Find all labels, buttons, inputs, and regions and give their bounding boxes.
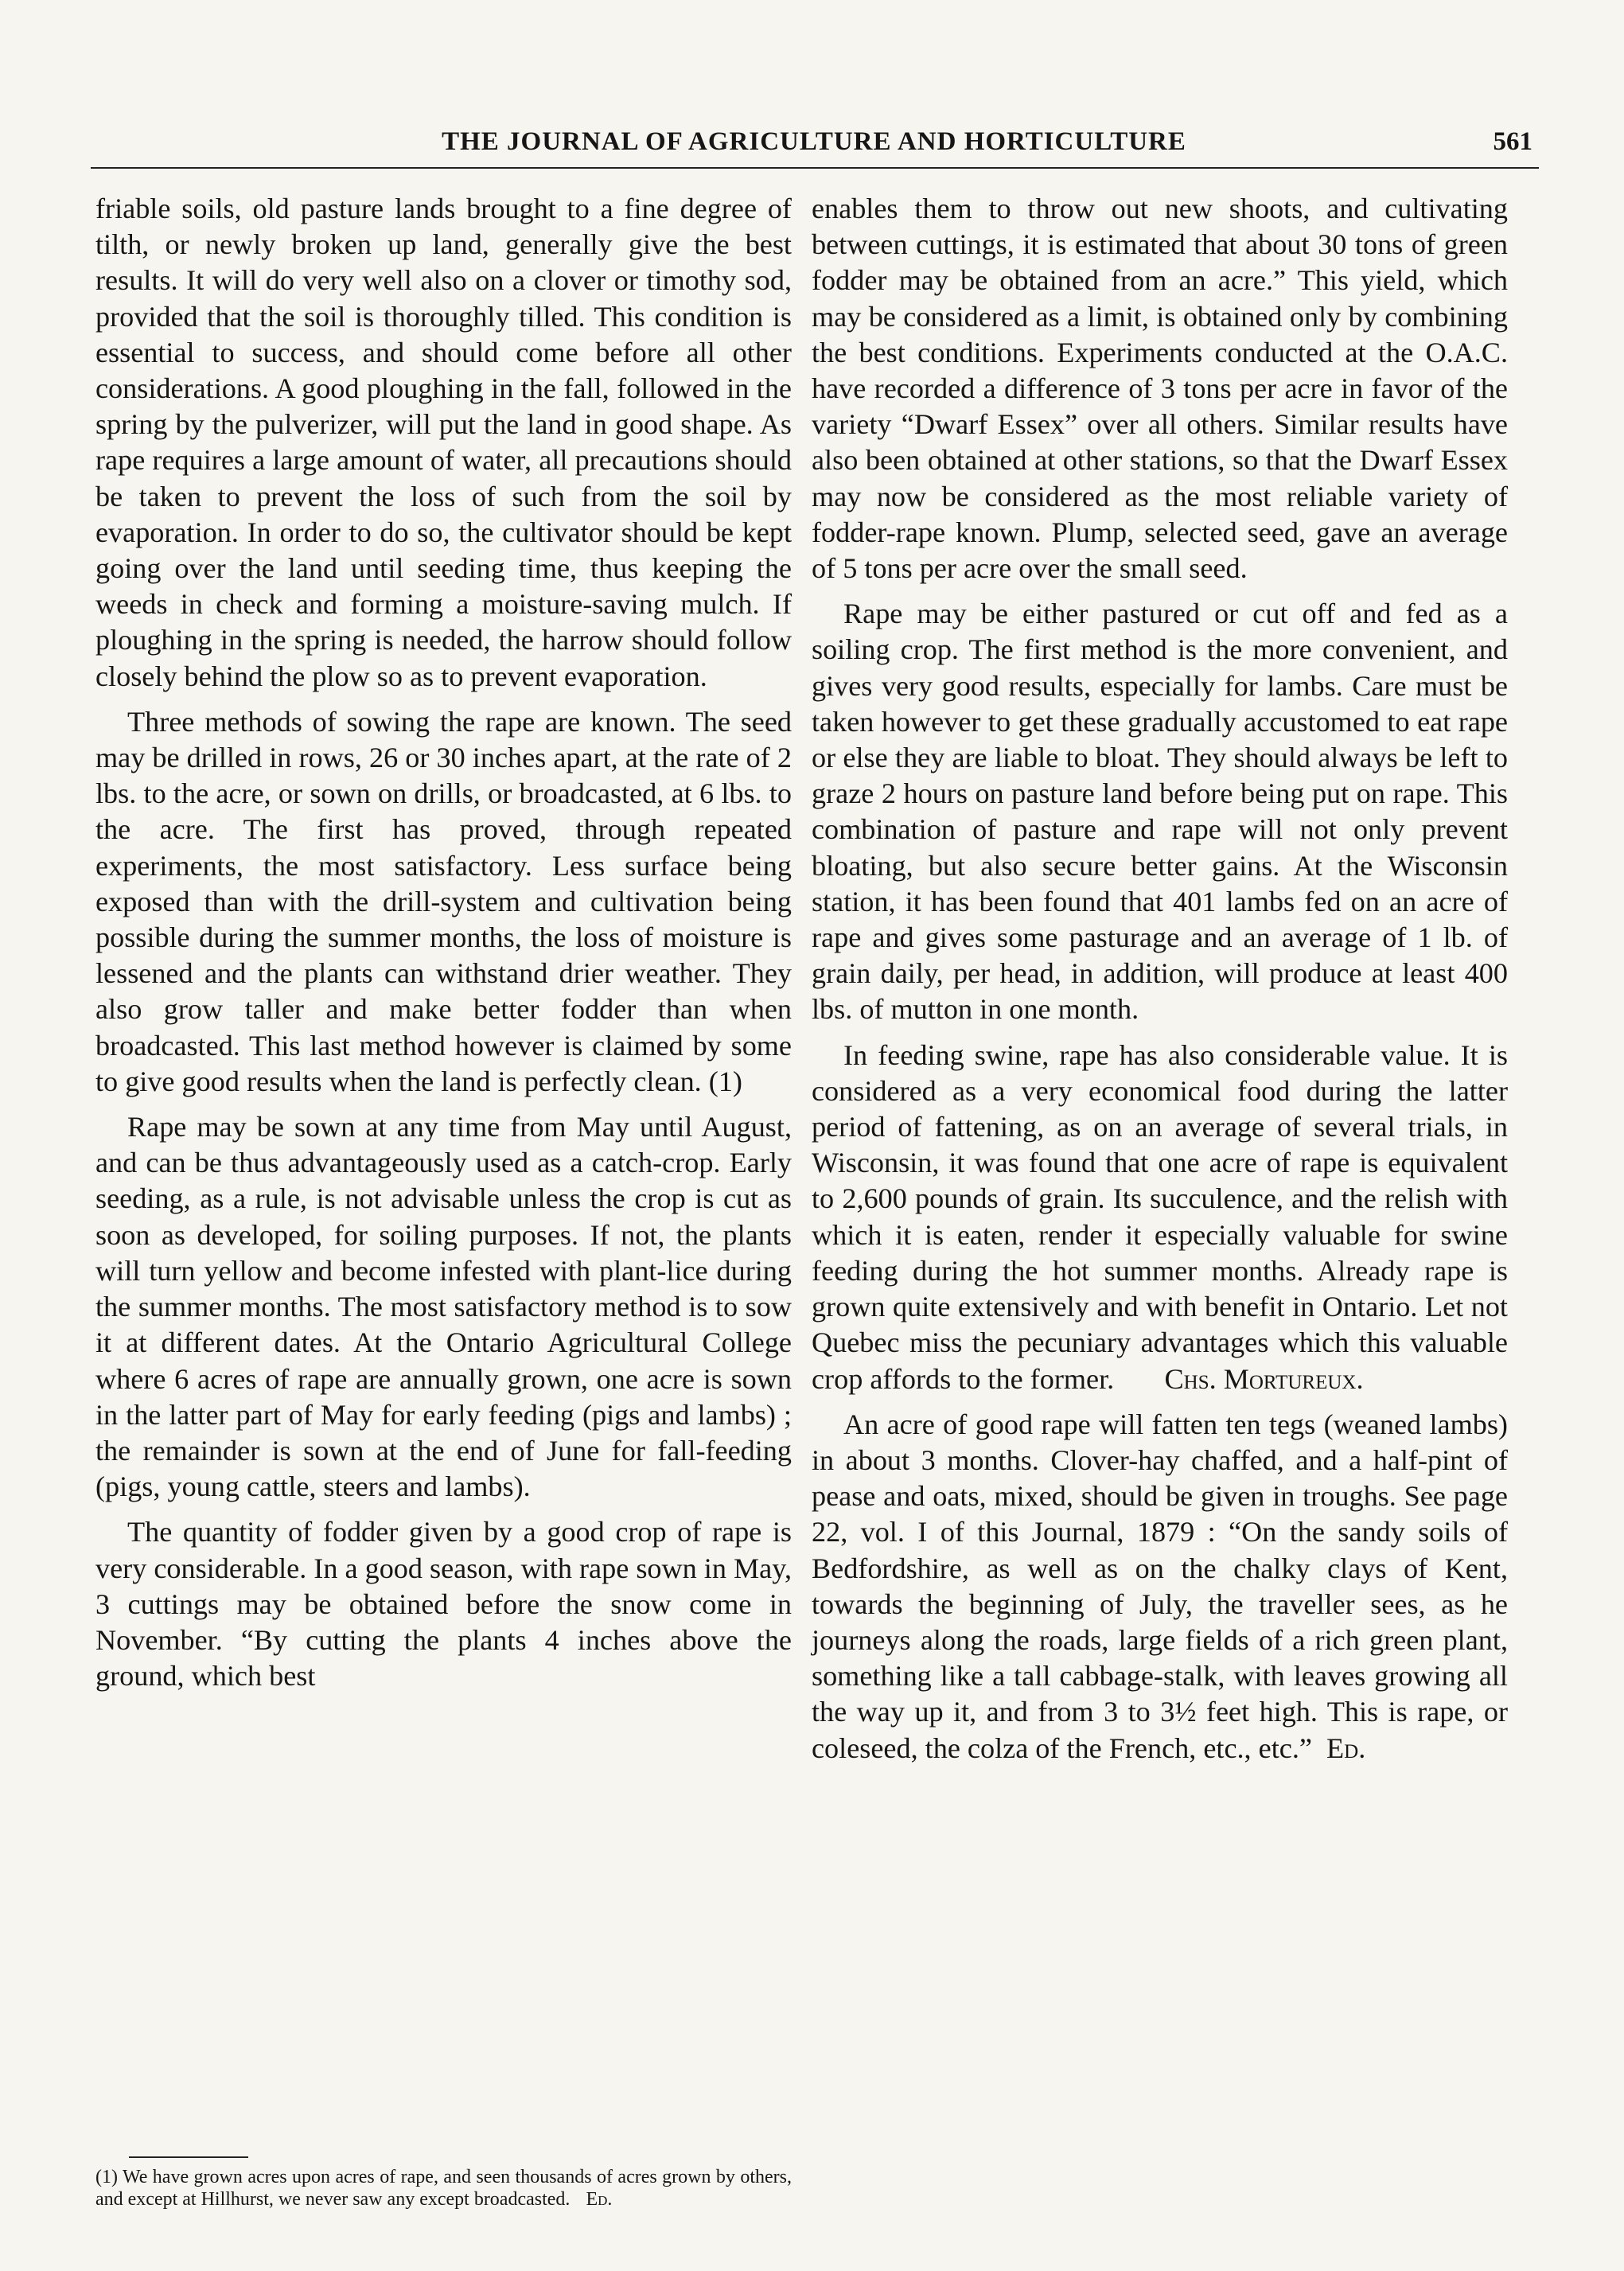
right-paragraph-3-text: In feeding swine, rape has also considerable value. It is considered as a very economical food during the latter period of fattening, as on an average of several trials, in Wisconsin, it was found that one acre of rape is equivalent to 2,600 pounds of grain. Its succulence, and the relish with which it is eaten, render it especially valuable for swine feeding during the hot summer months. Already rape is grown quite extensively and with benefit in Ontario. Let not Quebec miss the pecuniary advantages which this valuable crop affords to the former.	[812, 1038, 1508, 1395]
page-number: 561	[1493, 127, 1532, 156]
running-head	[95, 126, 1532, 173]
left-column	[95, 191, 792, 1694]
footnote-rule	[129, 2156, 248, 2158]
right-column	[812, 191, 1508, 1767]
editor-signature: Ed.	[1326, 1731, 1366, 1764]
left-paragraph-3: Rape may be sown at any time from May until August, and can be thus advantageously used as a catch-crop. Early seeding, as a rule, is not advisable unless the crop is cut as soon as developed, for soiling purposes. If not, the plants will turn yellow and become infested with plant-lice during the summer months. The most satisfactory method is to sow it at different dates. At the Ontario Agricultural College where 6 acres of rape are annually grown, one acre is sown in the latter part of May for early feeding (pigs and lambs) ; the remainder is sown at the end of June for fall-feeding (pigs, young cattle, steers and lambs).	[95, 1111, 792, 1503]
left-paragraph-1: friable soils, old pasture lands brought to a fine degree of tilth, or newly broken up land, generally give the best results. It will do very well also on a clover or timothy sod, provided that the soil is thoroughly tilled. This condition is essential to success, and should come before all other considerations. A good ploughing in the fall, followed in the spring by the pulverizer, will put the land in good shape. As rape requires a large amount of water, all precautions should be taken to prevent the loss of such from the soil by evaporation. In order to do so, the cultivator should be kept going over the land until seeding time, thus keeping the weeds in check and forming a moisture-saving mulch. If ploughing in the spring is needed, the harrow should follow closely behind the plow so as to prevent evaporation.	[95, 193, 792, 692]
right-paragraph-4-text: An acre of good rape will fatten ten tegs (weaned lambs) in about 3 months. Clover-hay chaffed, and a half-pint of pease and oats, mixed, should be given in troughs. See page 22, vol. I of this Journal, 1879 : “On the sandy soils of Bedfordshire, as well as on the chalky clays of Kent, towards the beginning of July, the traveller sees, as he journeys along the roads, large fields of a rich green plant, something like a tall cabbage-stalk, with leaves growing all the way up it, and from 3 to 3½ feet high. This is rape, or coleseed, the colza of the French, etc., etc.”	[812, 1408, 1508, 1764]
right-paragraph-2: Rape may be either pastured or cut off and fed as a soiling crop. The first method is the more convenient, and gives very good results, especially for lambs. Care must be taken however to get these gradually accustomed to eat rape or else they are liable to bloat. They should always be left to graze 2 hours on pasture land before being put on rape. This combination of pasture and rape will not only prevent bloating, but also secure better gains. At the Wisconsin station, it has been found that 401 lambs fed on an acre of rape and gives some pasturage and an average of 1 lb. of grain daily, per head, in addition, will produce at least 400 lbs. of mutton in one month.	[812, 598, 1508, 1026]
left-paragraph-4: The quantity of fodder given by a good crop of rape is very considerable. In a good season, with rape sown in May, 3 cuttings may be obtained before the snow come in November. “By cutting the plants 4 inches above the ground, which best	[95, 1516, 792, 1693]
header-rule	[91, 167, 1539, 169]
right-paragraph-3	[812, 1038, 1508, 1397]
footnote-mark: Ed.	[586, 2189, 613, 2210]
author-signature: Chs. Mortureux.	[1164, 1362, 1364, 1395]
right-paragraph-1: enables them to throw out new shoots, and cultivating between cuttings, it is estimated that about 30 tons of green fodder may be obtained from an acre.” This yield, which may be considered as a limit, is obtained only by combining the best conditions. Experiments conducted at the O.A.C. have recorded a difference of 3 tons per acre in favor of the variety “Dwarf Essex” over all others. Similar results have also been obtained at other stations, so that the Dwarf Essex may now be considered as the most reliable variety of fodder-rape known. Plump, selected seed, gave an average of 5 tons per acre over the small seed.	[812, 193, 1508, 585]
footnote	[95, 2166, 792, 2211]
footnote-text: (1) We have grown acres upon acres of rape, and seen thousands of acres grown by others, and except at Hillhurst, we never saw any except broadcasted.	[95, 2167, 792, 2210]
left-paragraph-2: Three methods of sowing the rape are known. The seed may be drilled in rows, 26 or 30 inches apart, at the rate of 2 lbs. to the acre, or sown on drills, or broadcasted, at 6 lbs. to the acre. The first has proved, through repeated experiments, the most satisfactory. Less surface being exposed than with the drill-system and cultivation being possible during the summer months, the loss of moisture is lessened and the plants can withstand drier weather. They also grow taller and make better fodder than when broadcasted. This last method however is claimed by some to give good results when the land is perfectly clean. (1)	[95, 705, 792, 1097]
running-title: THE JOURNAL OF AGRICULTURE AND HORTICULTURE	[442, 127, 1186, 156]
right-paragraph-4	[812, 1407, 1508, 1767]
